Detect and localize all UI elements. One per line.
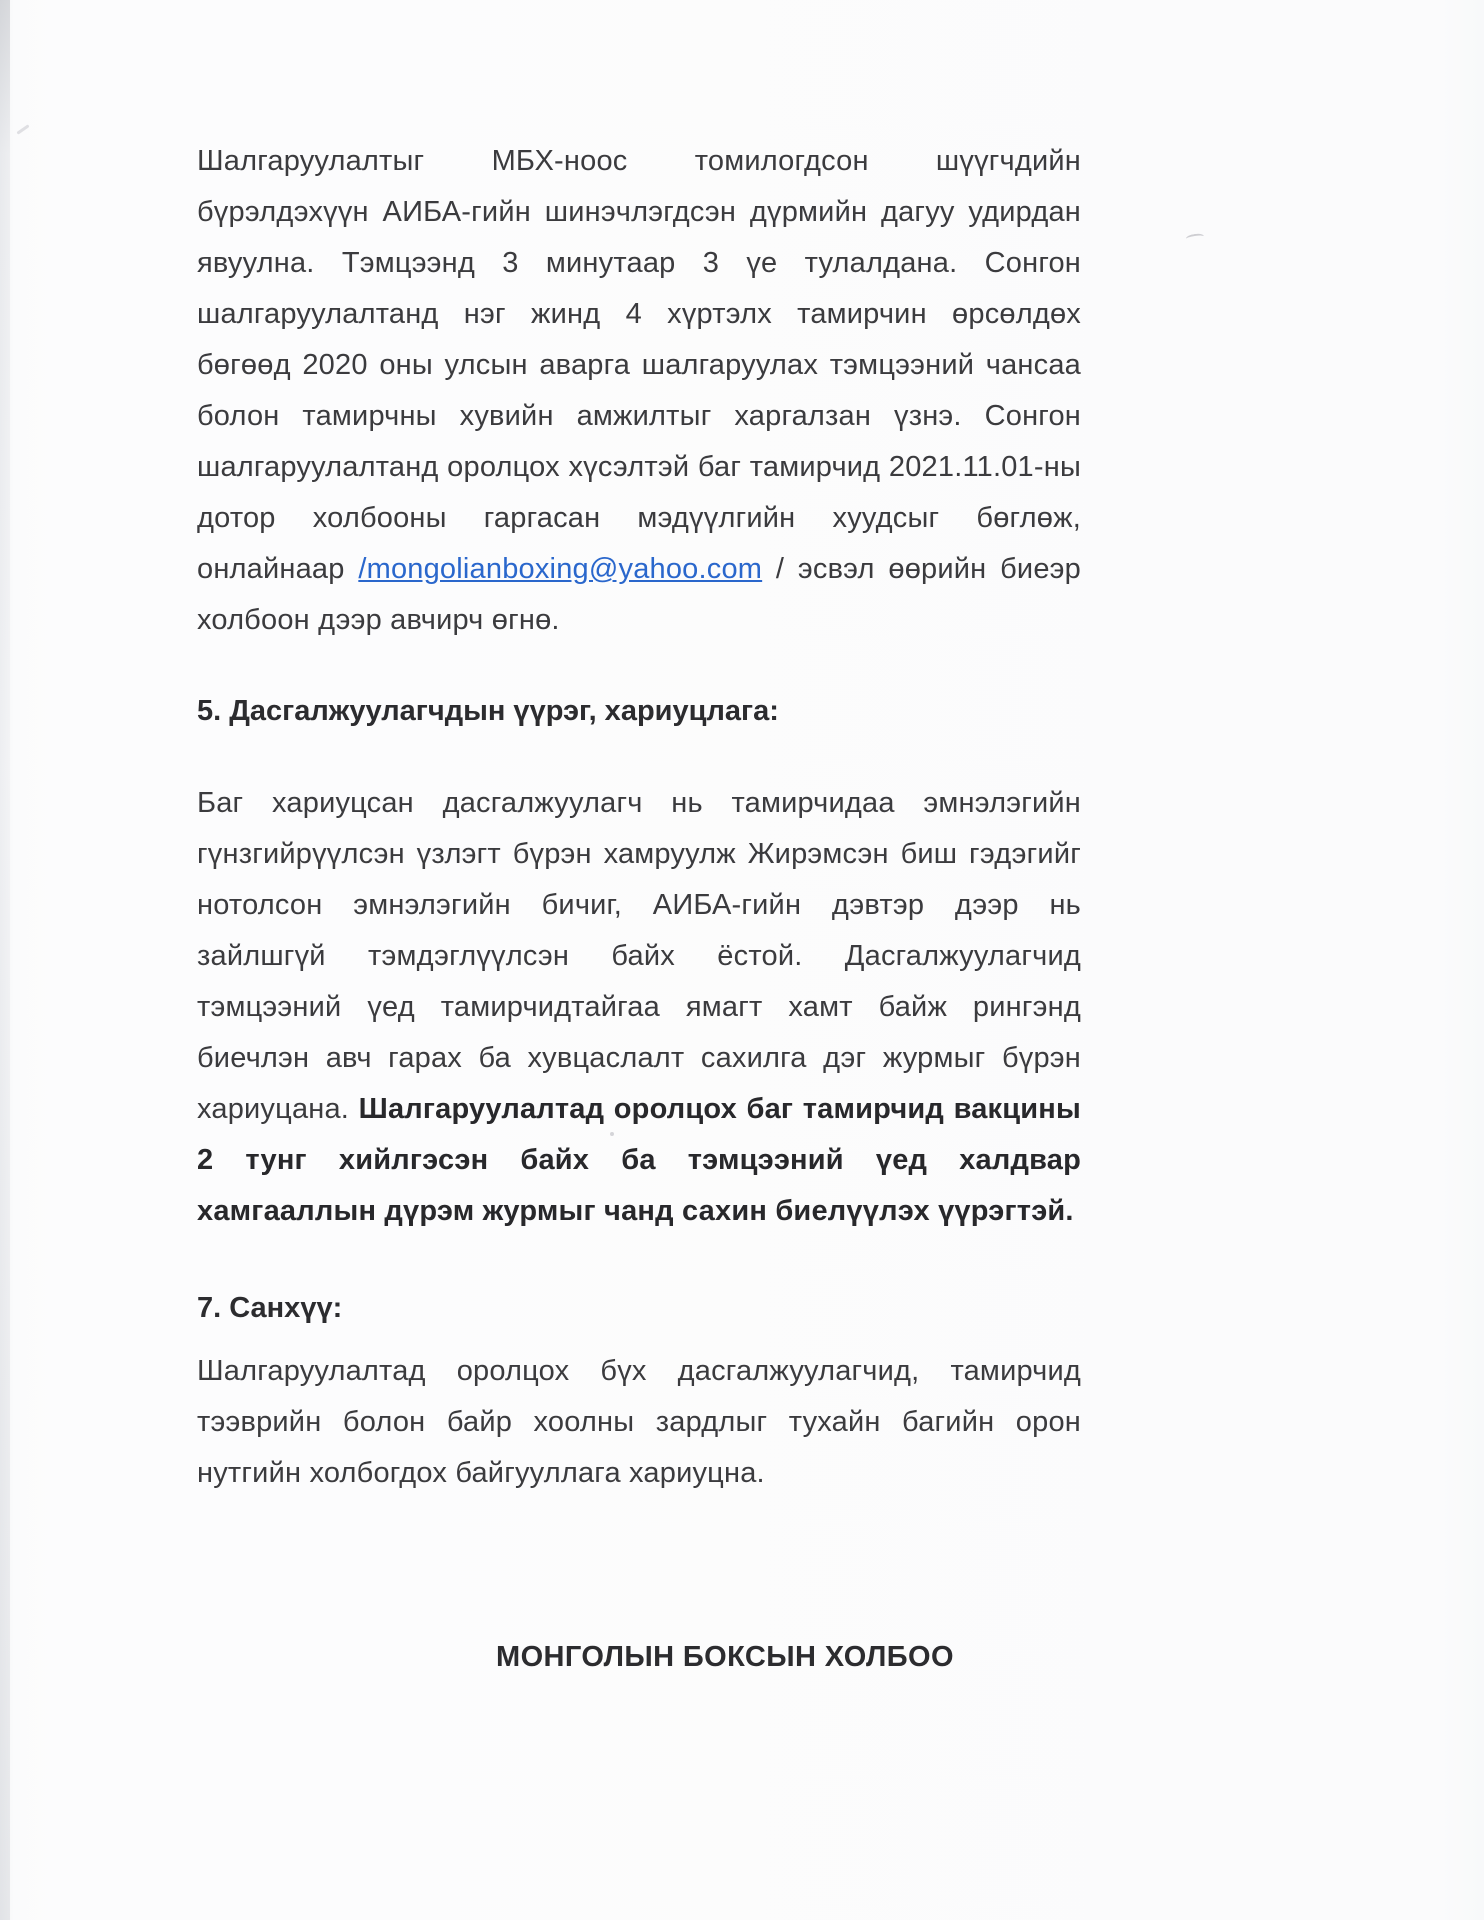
email-link[interactable]: /mongolianboxing@yahoo.com	[358, 553, 763, 585]
scan-speckle	[16, 124, 29, 134]
scan-edge-shadow	[0, 0, 10, 1920]
vaccine-requirement-bold-text: Шалгаруулалтад оролцох баг тамирчид вакцины 2 тунг хийлгэсэн байх ба тэмцээний үед халдвар хамгааллын дүрэм журмыг чанд сахин биелүүлэх үүрэгтэй.	[197, 1093, 1081, 1227]
paragraph-coach-duties-text: Баг хариуцсан дасгалжуулагч нь тамирчидаа эмнэлэгийн гүнзгийрүүлсэн үзлэгт бүрэн хамруулж Жирэмсэн биш гэдэгийг нотолсон эмнэлэгийн бичиг, АИБА-гийн дэвтэр дээр нь зайлшгүй тэмдэглүүлсэн байх ёстой. Дасгалжуулагчид тэмцээний үед тамирчидтайгаа ямагт хамт байж рингэнд биечлэн авч гарах ба хувцаслалт сахилга дэг журмыг бүрэн хариуцана.	[197, 787, 1081, 1125]
document-content	[197, 136, 1081, 1683]
section-heading-coach-duties: 5. Дасгалжуулагчдын үүрэг, хариуцлага:	[197, 695, 779, 727]
organization-title: МОНГОЛЫН БОКСЫН ХОЛБОО	[496, 1641, 954, 1673]
paragraph-coach-duties	[197, 778, 1081, 1237]
section-heading-finance: 7. Санхүү:	[197, 1292, 343, 1324]
paragraph-finance: Шалгаруулалтад оролцох бүх дасгалжуулагчид, тамирчид тээврийн болон байр хоолны зардлыг тухайн багийн орон нутгийн холбогдох байгууллага хариуцна.	[197, 1355, 1081, 1489]
paragraph-selection-rules-text: Шалгаруулалтыг МБХ-ноос томилогдсон шүүгчдийн бүрэлдэхүүн АИБА-гийн шинэчлэгдсэн дүрмийн дагуу удирдан явуулна. Тэмцээнд 3 минутаар 3 үе тулалдана. Сонгон шалгаруулалтанд нэг жинд 4 хүртэлх тамирчин өрсөлдөх бөгөөд 2020 оны улсын аварга шалгаруулах тэмцээний чансаа болон тамирчны хувийн амжилтыг харгалзан үзнэ. Сонгон шалгаруулалтанд оролцох хүсэлтэй баг тамирчид 2021.11.01-ны дотор холбооны гаргасан мэдүүлгийн хуудсыг бөглөж, онлайнаар	[197, 145, 1081, 585]
paragraph-selection-rules	[197, 136, 1081, 646]
scan-speckle	[1186, 233, 1205, 242]
paragraph-selection-rules-tail: / эсвэл өөрийн биеэр холбоон дээр авчирч өгнө.	[197, 553, 1081, 636]
